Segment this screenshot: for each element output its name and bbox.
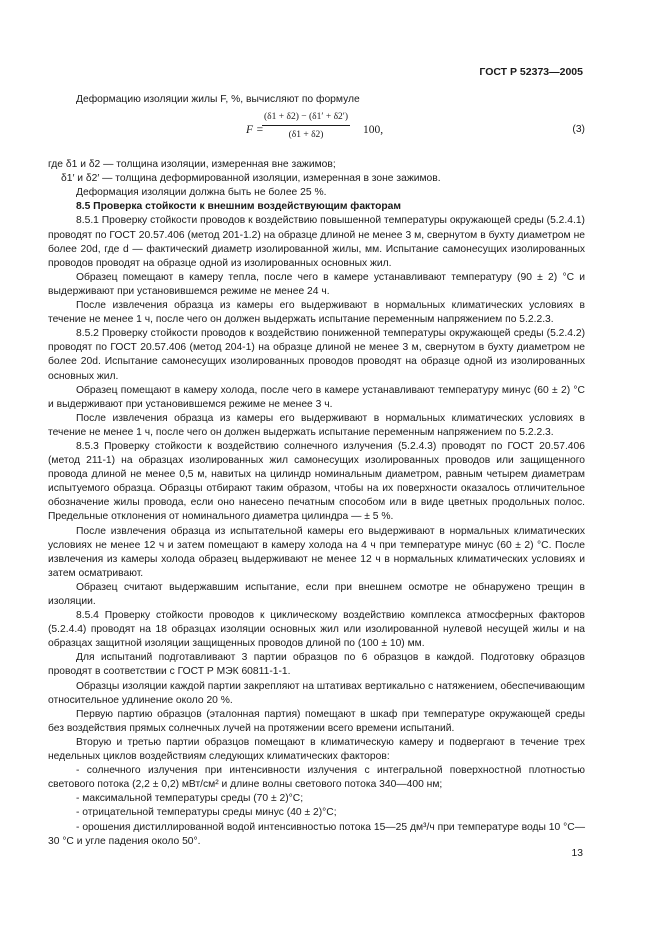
paragraph: 8.5.1 Проверку стойкости проводов к воздействию повышенной температуры окружающей среды (5.2.4.1) проводят по ГОСТ 20.57.406 (метод 201-1.2) на образце длиной не менее 3 м, свернутом в бухту диаметром не более 20d, где d — фактический диаметр изолированной жилы, мм. Испытание самонесущих изолированных проводов проводят на образце одной из изолированных основных жил. — [48, 215, 585, 269]
formula-fraction — [262, 110, 350, 142]
where-line-2: δ1′ и δ2′ — толщина деформированной изоляции, измеренная в зоне зажимов. — [61, 173, 441, 185]
formula-3 — [48, 110, 585, 152]
formula-multiplier: 100, — [363, 124, 384, 137]
paragraph: 8.5.2 Проверку стойкости проводов к воздействию пониженной температуры окружающей среды (5.2.4.2) проводят по ГОСТ 20.57.406 (метод 204-1) на образце длиной не менее 3 м, свернутом в бухту диаметром не более 20d. Испытание самонесущих изолированных проводов проводят на образце одной из изолированных основных жил. — [48, 328, 585, 382]
paragraph: Образцы изоляции каждой партии закрепляют на штативах вертикально с натяжением, обеспечивающим относительное удлинение около 20 %. — [48, 680, 585, 706]
paragraph: Деформация изоляции должна быть не более 25 %. — [76, 187, 327, 199]
paragraph: Образец помещают в камеру холода, после чего в камере устанавливают температуру минус (60 ± 2) °С и выдерживают при установившемся режиме не менее 3 ч. — [48, 384, 585, 410]
page-content — [48, 93, 585, 849]
paragraph: 8.5.3 Проверку стойкости к воздействию солнечного излучения (5.2.4.3) проводят по ГОСТ 20.57.406 (метод 211-1) на образцах изолированных жил самонесущих изолированных проводов или защищенного провода длиной не менее 0,5 м, навитых на цилиндр номинальным диаметром, равным четырем диаметрам испытуемого образца. Образцы отбирают таким образом, чтобы на их поверхности оказалось отличительное обозначение жилы провода, если оно нанесено печатным способом или в виде цветных продольных полос. Предельные отклонения от номинального диаметра цилиндра — ± 5 %. — [48, 440, 585, 523]
formula-intro: Деформацию изоляции жилы F, %, вычисляют по формуле — [76, 94, 360, 105]
paragraph: После извлечения образца из камеры его выдерживают в нормальных климатических условиях в течение не менее 1 ч, после чего он должен выдержать испытание переменным напряжением по 5.2.2.3. — [48, 412, 585, 438]
formula-number: (3) — [572, 124, 585, 136]
paragraph: - орошения дистиллированной водой интенсивностью потока 15—25 дм³/ч при температуре воды 10 °С—30 °С и угле падения около 50°. — [48, 821, 585, 847]
body-paragraphs — [48, 186, 585, 848]
paragraph: Первую партию образцов (эталонная партия) помещают в шкаф при температуре окружающей среды без воздействия прямых солнечных лучей на протяжении всего времени испытаний. — [48, 708, 585, 734]
section-heading: 8.5 Проверка стойкости к внешним воздействующим факторам — [76, 201, 402, 213]
where-line-1: где δ1 и δ2 — толщина изоляции, измеренная вне зажимов; — [48, 159, 336, 171]
paragraph: Вторую и третью партии образцов помещают в климатическую камеру и подвергают в течение трех недельных циклов воздействиям следующих климатических факторов: — [48, 736, 585, 763]
paragraph: Для испытаний подготавливают 3 партии образцов по 6 образцов в каждой. Подготовку образцов проводят в соответствии с ГОСТ Р МЭК 60811-1-1. — [48, 652, 585, 678]
paragraph: После извлечения образца из камеры его выдерживают в нормальных климатических условиях в течение не менее 1 ч, после чего он должен выдержать испытание переменным напряжением по 5.2.2.3. — [48, 300, 585, 326]
formula-lhs: F = — [246, 124, 264, 137]
paragraph: Образец считают выдержавшим испытание, если при внешнем осмотре не обнаружено трещин в изоляции. — [48, 581, 585, 607]
paragraph: - солнечного излучения при интенсивности излучения с интегральной поверхностной плотностью светового потока (2,2 ± 0,2) мВт/см² и длине волны светового потока 340—400 нм; — [48, 765, 585, 791]
paragraph: - максимальной температуры среды (70 ± 2)°С; — [76, 793, 304, 805]
page-number: 13 — [571, 848, 583, 859]
paragraph: Образец помещают в камеру тепла, после чего в камере устанавливают температуру (90 ± 2) °С и выдерживают при установившемся режиме не менее 24 ч. — [48, 271, 585, 297]
document-header: ГОСТ Р 52373—2005 — [479, 66, 583, 78]
formula-numerator: (δ1 + δ2) − (δ1′ + δ2′) — [262, 110, 350, 126]
paragraph: После извлечения образца из испытательной камеры его выдерживают в нормальных климатических условиях не менее 12 ч и затем помещают в камеру холода на 4 ч при температуре минус (60 ± 2) °С. После извлечения из камеры холода образец выдерживают не менее 12 ч в нормальных климатических условиях и затем осматривают. — [48, 525, 585, 579]
formula-denominator: (δ1 + δ2) — [288, 130, 324, 141]
paragraph: 8.5.4 Проверку стойкости проводов к циклическому воздействию комплекса атмосферных факторов (5.2.4.4) проводят на 18 образцах изоляции основных жил или изолированной нулевой несущей жилы и на образцах защитной изоляции защищенных проводов длиной по (100 ± 10) мм. — [48, 610, 585, 650]
paragraph: - отрицательной температуры среды минус (40 ± 2)°С; — [76, 807, 337, 819]
